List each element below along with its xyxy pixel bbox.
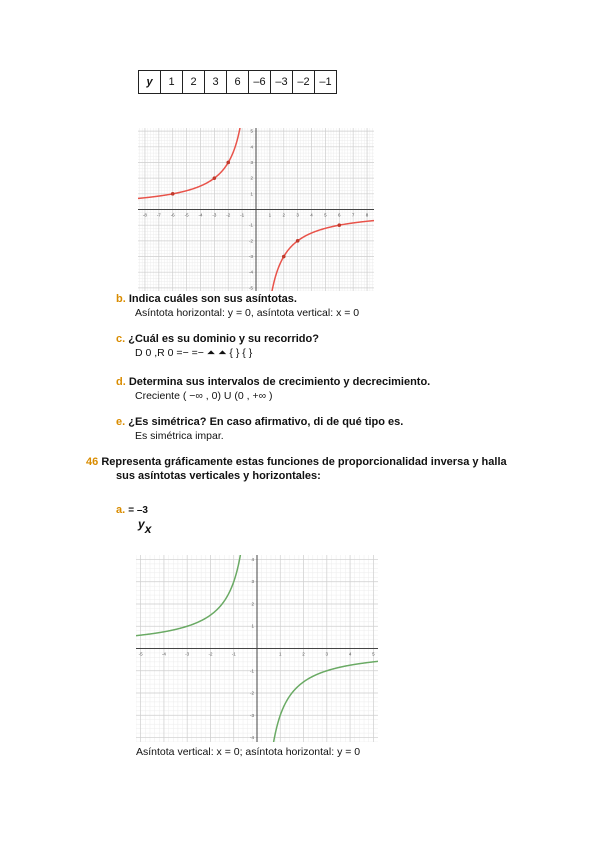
item-d-answer: Creciente ( −∞ , 0) U (0 , +∞ ) (135, 390, 273, 402)
data-point (226, 161, 230, 165)
item-e-label: e. (116, 416, 126, 428)
y-tick-label: -4 (249, 735, 254, 741)
item-a-line (116, 504, 148, 516)
x-tick-label: -2 (226, 212, 231, 218)
x-tick-label: -1 (231, 651, 236, 657)
y-tick-label: -1 (248, 222, 253, 228)
x-tick-label: 2 (282, 212, 286, 218)
curve-right-branch (272, 661, 378, 742)
y-tick-label: -2 (249, 690, 254, 696)
x-tick-label: 1 (268, 212, 272, 218)
x-tick-label: 4 (348, 651, 352, 657)
graph-inverse-neg6 (138, 128, 374, 291)
data-point (337, 223, 341, 227)
item-a-label: a. (116, 504, 126, 516)
item-e-question-line (116, 416, 403, 428)
x-tick-label: 3 (296, 212, 299, 218)
x-tick-label: 5 (324, 212, 327, 218)
item-e-question: ¿Es simétrica? En caso afirmativo, di de qué tipo es. (128, 416, 404, 428)
y-tick-label: 4 (251, 556, 254, 562)
item-d-question-line (116, 376, 430, 388)
y-tick-label: 2 (251, 601, 254, 607)
exercise-46-line2: sus asíntotas verticales y horizontales: (116, 470, 321, 482)
table-header-cell: y (139, 71, 161, 94)
data-point (296, 239, 300, 243)
y-tick-label: 3 (250, 159, 253, 165)
data-point (282, 255, 286, 259)
y-tick-label: -3 (249, 712, 254, 718)
y-tick-label: 3 (251, 579, 254, 585)
x-tick-label: -6 (170, 212, 175, 218)
table-cell: –6 (249, 71, 271, 94)
x-tick-label: -4 (161, 651, 166, 657)
values-table (138, 70, 337, 94)
item-b-question-line (116, 293, 297, 305)
fraction-x: x (144, 522, 152, 536)
table-cell: –3 (271, 71, 293, 94)
exercise-46-line1 (86, 456, 507, 468)
table-cell: 1 (161, 71, 183, 94)
table-cell: 2 (183, 71, 205, 94)
curve-left-branch (136, 555, 242, 636)
x-tick-label: 8 (365, 212, 369, 218)
y-tick-label: -1 (249, 668, 254, 674)
x-tick-label: 6 (338, 212, 341, 218)
x-tick-label: -5 (184, 212, 189, 218)
item-b-question: Indica cuáles son sus asíntotas. (128, 293, 297, 305)
fraction-y-over-x (138, 517, 152, 536)
x-tick-label: -5 (138, 651, 143, 657)
y-tick-label: 4 (250, 144, 253, 150)
x-tick-label: 5 (372, 651, 375, 657)
y-tick-label: 5 (250, 128, 253, 134)
x-tick-label: -3 (212, 212, 217, 218)
y-tick-label: 1 (251, 623, 254, 629)
item-e-answer: Es simétrica impar. (135, 430, 224, 442)
y-tick-label: -2 (248, 238, 253, 244)
item-d-label: d. (116, 376, 126, 388)
y-tick-label: -3 (248, 254, 253, 260)
item-a-equation: = –3 (128, 505, 148, 516)
fraction-y: y (138, 517, 145, 531)
x-tick-label: 2 (302, 651, 305, 657)
exercise-number: 46 (86, 456, 99, 468)
x-tick-label: 4 (310, 212, 313, 218)
x-tick-label: -7 (156, 212, 161, 218)
table-row (139, 71, 337, 94)
item-c-question-line (116, 333, 319, 345)
x-tick-label: 3 (325, 651, 329, 657)
x-tick-label: -3 (185, 651, 190, 657)
x-tick-label: -1 (240, 212, 245, 218)
x-tick-label: 7 (351, 212, 355, 218)
x-tick-label: -2 (208, 651, 213, 657)
y-tick-label: 1 (250, 191, 253, 197)
x-tick-label: 1 (279, 651, 282, 657)
y-tick-label: -5 (248, 285, 253, 291)
item-c-question: ¿Cuál es su dominio y su recorrido? (128, 333, 319, 345)
graph2-caption: Asíntota vertical: x = 0; asíntota horizontal: y = 0 (136, 746, 361, 758)
data-point (171, 192, 175, 196)
x-tick-label: -4 (198, 212, 203, 218)
item-b-label: b. (116, 293, 126, 305)
item-d-question: Determina sus intervalos de crecimiento y decrecimiento. (128, 376, 431, 388)
table-cell: –1 (315, 71, 337, 94)
exercise-46-text1: Representa gráficamente estas funciones de proporcionalidad inversa y halla (101, 456, 507, 468)
table-cell: 3 (205, 71, 227, 94)
x-tick-label: -8 (142, 212, 147, 218)
item-c-answer: D 0 ,R 0 =− =− ⏶ ⏶ { } { } (135, 347, 253, 359)
item-b-answer: Asíntota horizontal: y = 0, asíntota vertical: x = 0 (135, 307, 360, 319)
item-c-label: c. (116, 333, 126, 345)
data-point (213, 176, 217, 180)
graph-inverse-neg3 (136, 555, 378, 742)
y-tick-label: 2 (250, 175, 253, 181)
table-cell: 6 (227, 71, 249, 94)
table-cell: –2 (293, 71, 315, 94)
y-tick-label: -4 (248, 269, 253, 275)
